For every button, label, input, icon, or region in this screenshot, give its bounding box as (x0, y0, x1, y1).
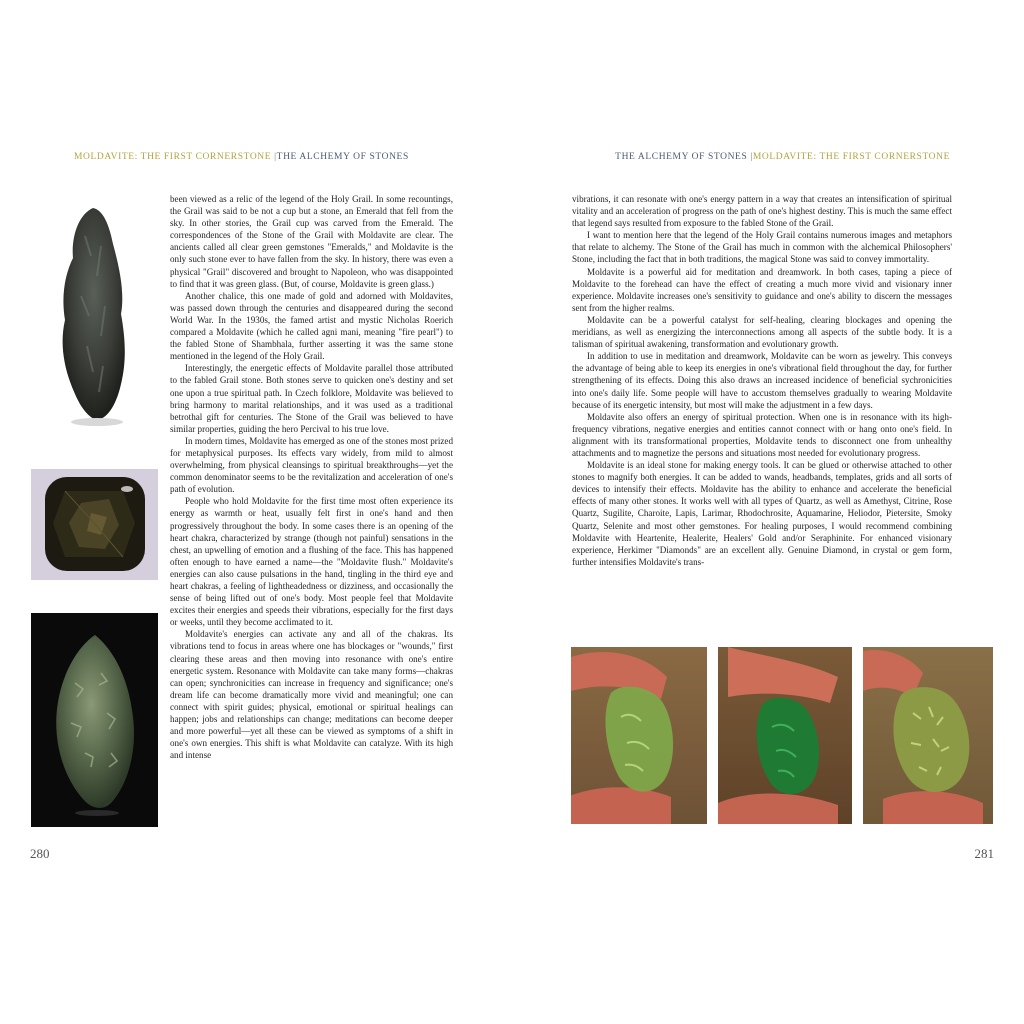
left-paragraph: Interestingly, the energetic effects of Moldavite parallel those attributed to the fabled Grail stone. Both stones serve to quicken one's destiny and set one upon a true spiritual path. In Czech folklore, Moldavite was believed to bring harmony to marital relationships, and it was used as a traditional betrothal gift for centuries. The Stone of the Grail was believed to have similar properties, guiding the hero Percival to his true love. (170, 363, 453, 434)
left-page-number: 280 (30, 846, 50, 861)
left-paragraph: Another chalice, this one made of gold and adorned with Moldavites, was passed down through the centuries and disappeared during the second World War. In the 1930s, the famed artist and mystic Nicholas Roerich compared a Moldavite (which he called agni mani, meaning "fire pearl") to the fabled Stone of Shambhala, further asserting it was the same stone mentioned in the legend of the Holy Grail. (170, 290, 453, 362)
right-header-part2: MOLDAVITE: THE FIRST CORNERSTONE (752, 152, 950, 162)
right-paragraph: In addition to use in meditation and dreamwork, Moldavite can be worn as jewelry. This conveys the advantage of being able to keep its energies in one's vibrational field throughout the day, for further strengthening of its effects. Doing this also draws an increased incidence of beneficial sychronicities into one's daily life. Some people will have to accustom themselves gradually to wearing Moldavite because of its energetic intensity, but most will make the adjustment in a few days. (572, 351, 952, 410)
moldavite-photo-in-hand-deep-green (718, 647, 852, 824)
left-paragraph: Moldavite's energies can activate any and all of the chakras. Its vibrations tend to focus in areas where one has blockages or "wounds," first clearing these areas and then moving into resonance with one's entire energetic system. Resonance with Moldavite can take many forms—chakras can open; synchronicities can increase in frequency and significance; one's dream life can become dramatically more vivid and meaningful; one can connect with spirit guides; physical, emotional or spiritual healings can happen; jobs and relationships can change; meditations can become deeper and more powerful—yet all these can be viewed as symptoms of a shift in one's own energies. This shift is what Moldavite can catalyze. With its high and intense (170, 629, 453, 761)
right-paragraph: Moldavite can be a powerful catalyst for self-healing, clearing blockages and opening the meridians, as well as energizing the interconnections among all aspects of the subtle body. It is a talisman of spiritual awakening, transformation and evolutionary growth. (572, 314, 952, 350)
right-paragraph: Moldavite is a powerful aid for meditation and dreamwork. In both cases, taping a piece of Moldavite to the forehead can have the effect of creating a much more vivid and visionary inner experience. Moldavite increases one's sensitivity to guidance and one's ability to discern the messages sent from the higher realms. (572, 266, 952, 313)
left-paragraph: People who hold Moldavite for the first time most often experience its energy as warmth or heat, usually felt first in one's hand and then progressively throughout the body. In some cases there is an opening of the heart chakra, characterized by strange (though not painful) sensations in the chest, an upwelling of emotion and a flushing of the face. This has happened often enough to have earned a name—the "Moldavite flush." Moldavite's energies can also cause pulsations in the hand, tingling in the third eye and heart chakras, a feeling of lightheadedness or dizziness, and occasionally the sense of being lifted out of one's body. Most people feel that Moldavite excites their energies and speeds their vibrations, especially for the first days or weeks, until they become acclimated to it. (170, 496, 453, 628)
left-paragraph: been viewed as a relic of the legend of the Holy Grail. In some recountings, the Grail was said to be not a cup but a stone, an Emerald that fell from the sky. In other stories, the Grail cup was carved from the Emerald. The correspondences of the Stone of the Grail with Moldavite are clear. The ancients called all clear green gemstones "Emeralds," and Moldavite is the only such stone ever to have fallen from the sky. In history, there was even a physical "Grail" discovered and brought to Napoleon, who was disappointed to find that it was green glass. (But, of course, Moldavite is green glass.) (170, 194, 453, 289)
right-paragraph: I want to mention here that the legend of the Holy Grail contains numerous images and metaphors that relate to alchemy. The Stone of the Grail has much in common with the alchemical Philosophers' Stone, including the fact that in both traditions, the magical Stone was said to convey immortality. (572, 230, 952, 265)
right-paragraph: vibrations, it can resonate with one's energy pattern in a way that creates an intensification of spiritual vitality and an acceleration of progress on the path of one's highest destiny. This is much the same effect that legend says resulted from exposure to the fabled Stone of the Grail. (572, 194, 952, 229)
left-page-body-text (170, 193, 453, 761)
left-paragraph: In modern times, Moldavite has emerged as one of the stones most prized for metaphysical purposes. Its effects vary widely, from mild to almost overwhelming, from physical cleansings to spiritual breakthroughs—yet the common denominator seems to be the revitalization and acceleration of one's path of evolution. (170, 435, 453, 495)
right-page-body-text (572, 193, 952, 568)
moldavite-photo-faceted-gem (31, 469, 158, 580)
right-header-separator: | (750, 152, 753, 162)
moldavite-photo-tall-dark (31, 196, 158, 434)
moldavite-photo-textured-green (31, 613, 158, 827)
right-header-part1: THE ALCHEMY OF STONES (615, 152, 748, 162)
left-header-part1: MOLDAVITE: THE FIRST CORNERSTONE (74, 152, 272, 162)
right-paragraph: Moldavite also offers an energy of spiritual protection. When one is in resonance with its high-frequency vibrations, negative energies and entities cannot connect with or hang onto one's field. In alignment with its transformational properties, Moldavite tends to disconnect one from unhealthy attachments and to magnetize the persons and situations most needed for evolutionary progress. (572, 411, 952, 458)
left-running-header (74, 152, 409, 162)
right-running-header (615, 152, 950, 162)
moldavite-photo-in-hand-olive (863, 647, 993, 824)
right-page-number: 281 (974, 846, 994, 861)
right-paragraph: Moldavite is an ideal stone for making energy tools. It can be glued or otherwise attached to other stones to magnify both energies. It can be added to wands, headbands, templates, grids and all sorts of devices to intensify their effects. Moldavite has the ability to enhance and accelerate the beneficial effects of many other stones. It works well with all types of Quartz, as well as Amethyst, Citrine, Rose Quartz, Sugilite, Charoite, Lapis, Larimar, Rhodochrosite, Aquamarine, Heliodor, Pietersite, Smoky Quartz, Selenite and most other gemstones. For healing purposes, I would recommend combining Moldavite with Heartenite, Healerite, Healers' Gold and/or Seraphinite. For enhanced visionary experience, Herkimer "Diamonds" are an excellent ally. Genuine Diamond, in crystal or gem form, further intensifies Moldavite's trans- (572, 460, 952, 567)
left-header-separator: | (274, 152, 277, 162)
moldavite-photo-in-hand-light-green (571, 647, 707, 824)
left-header-part2: THE ALCHEMY OF STONES (276, 152, 409, 162)
